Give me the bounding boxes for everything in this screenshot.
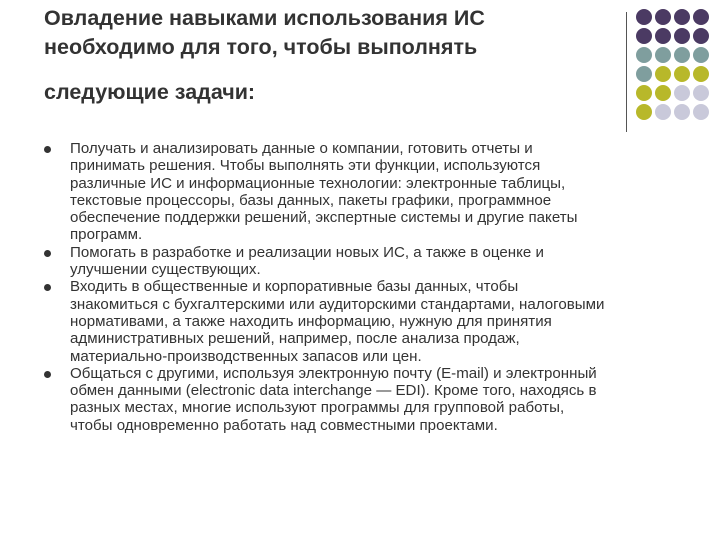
bullet-text-line: Получать и анализировать данные о компании, готовить отчеты и — [70, 140, 533, 157]
bullet-list — [44, 140, 694, 434]
bullet-item — [44, 140, 694, 244]
decorative-dot — [636, 85, 652, 101]
slide-title-line-3: следующие задачи: — [44, 80, 256, 104]
bullet-text-line: программ. — [70, 226, 143, 244]
bullet-icon — [44, 284, 51, 291]
slide-title — [44, 4, 584, 107]
bullet-text-line: Входить в общественные и корпоративные базы данных, чтобы — [70, 278, 519, 296]
vertical-divider — [626, 12, 627, 132]
decorative-dot — [693, 66, 709, 82]
bullet-text-line: Общаться с другими, используя электронную почту (E-mail) и электронный — [70, 364, 597, 382]
decorative-dot — [655, 66, 671, 82]
slide-title-line-2: необходимо для того, чтобы выполнять — [44, 35, 478, 59]
bullet-text-line: текстовые процессоры, базы данных, пакеты графики, программное — [70, 191, 552, 209]
decorative-dot — [693, 47, 709, 63]
decorative-dot — [655, 9, 671, 25]
decorative-dot — [636, 47, 652, 63]
decorative-dot — [636, 9, 652, 25]
decorative-dot — [674, 9, 690, 25]
decorative-dot — [636, 28, 652, 44]
bullet-text-line: разных местах, многие используют программы для групповой работы, — [70, 399, 565, 417]
decorative-dot — [693, 104, 709, 120]
bullet-text-line: улучшении существующих. — [70, 261, 261, 279]
bullet-text — [70, 278, 694, 364]
bullet-icon — [44, 371, 51, 378]
bullet-icon — [44, 250, 51, 257]
decorative-dot — [636, 66, 652, 82]
decorative-dot — [674, 104, 690, 120]
decorative-dot — [674, 47, 690, 63]
decorative-dot — [655, 85, 671, 101]
decorative-dot — [655, 28, 671, 44]
bullet-text-line: административных решений, например, после анализа продаж, — [70, 330, 520, 348]
bullet-text-line: чтобы одновременно работать над совместными проектами. — [70, 416, 498, 434]
bullet-text-line: обеспечение поддержки решений, экспертные системы и другие пакеты — [70, 209, 578, 227]
bullet-text-line: нормативами, а также находить информацию, нужную для принятия — [70, 312, 552, 330]
bullet-item — [44, 244, 694, 279]
decorative-dot — [655, 104, 671, 120]
decorative-dot — [693, 9, 709, 25]
bullet-text — [70, 140, 694, 244]
slide-title-line-1: Овладение навыками использования ИС — [44, 6, 485, 30]
bullet-text-line: материально-производственных запасов или цен. — [70, 347, 422, 365]
decorative-dot — [636, 104, 652, 120]
bullet-icon — [44, 146, 51, 153]
decorative-dot — [674, 66, 690, 82]
decorative-dot — [693, 28, 709, 44]
bullet-text-line: принимать решения. Чтобы выполнять эти функции, используются — [70, 157, 541, 175]
bullet-text-line: Помогать в разработке и реализации новых ИС, а также в оценке и — [70, 243, 544, 261]
decorative-dot-grid — [636, 9, 716, 119]
decorative-dot — [655, 47, 671, 63]
decorative-dot — [693, 85, 709, 101]
bullet-text-line: знакомиться с бухгалтерскими или аудиторскими стандартами, налоговыми — [70, 295, 605, 313]
bullet-text — [70, 244, 694, 279]
decorative-dot — [674, 28, 690, 44]
decorative-dot — [674, 85, 690, 101]
bullet-item — [44, 278, 694, 364]
bullet-text — [70, 365, 694, 434]
bullet-text-line: обмен данными (electronic data interchange — EDI). Кроме того, находясь в — [70, 382, 597, 400]
bullet-item — [44, 365, 694, 434]
bullet-text-line: различные ИС и информационные технологии: электронные таблицы, — [70, 174, 566, 192]
